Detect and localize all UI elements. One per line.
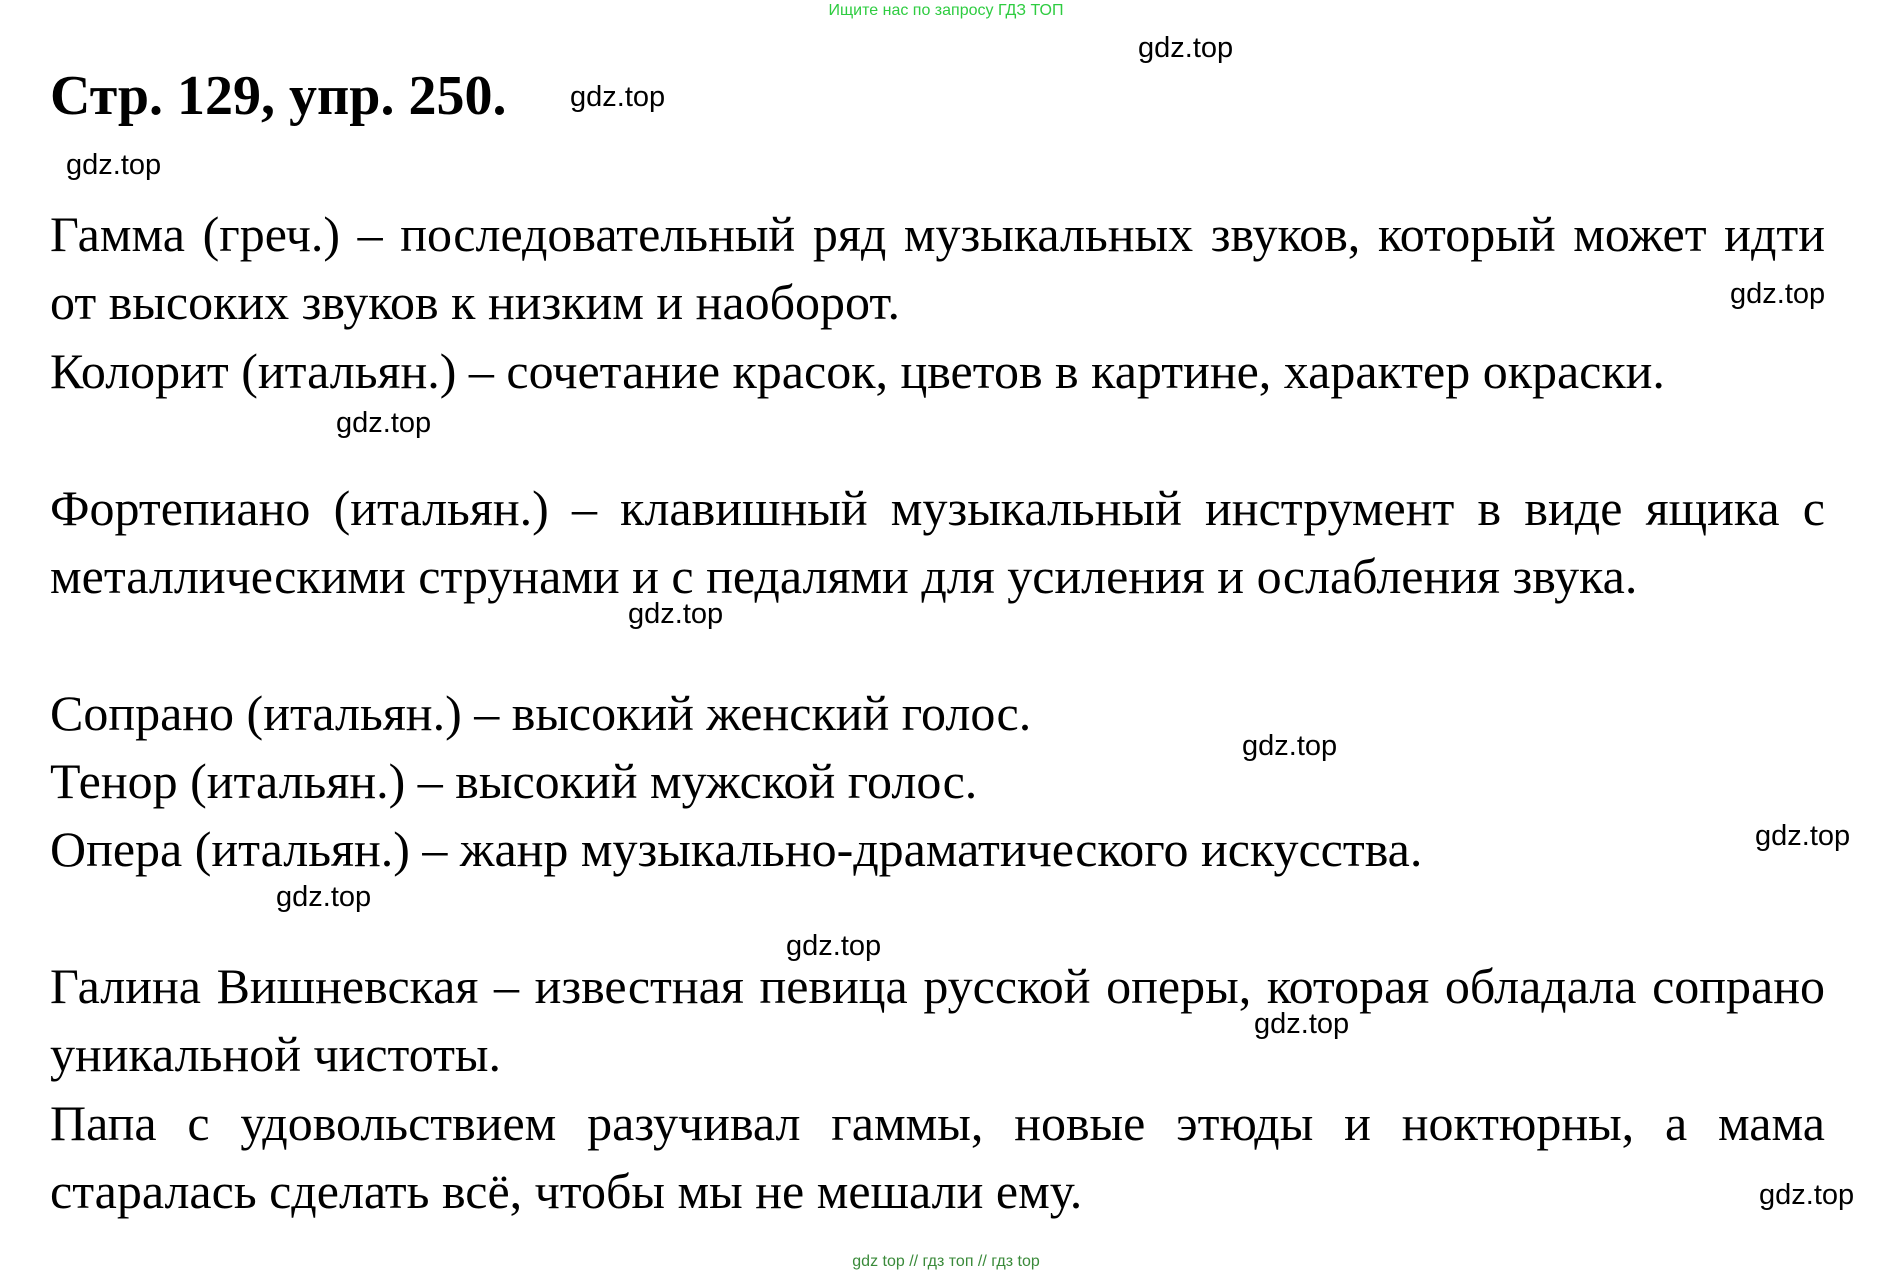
watermark: gdz.top	[1755, 820, 1851, 852]
footer-links[interactable]: gdz top // гдз топ // гдз top	[852, 1253, 1040, 1270]
definition-soprano: Сопрано (итальян.) – высокий женский голос.	[50, 685, 1032, 741]
top-banner[interactable]: Ищите нас по запросу ГДЗ ТОП	[828, 2, 1064, 19]
watermark: gdz.top	[570, 81, 666, 113]
watermark: gdz.top	[66, 149, 162, 181]
definition-opera: Опера (итальян.) – жанр музыкально-драматического искусства.	[50, 821, 1423, 877]
sentence-vishnevskaya: Галина Вишневская – известная певица русской оперы, которая обладала сопрано уникальной чистоты.	[50, 958, 1825, 1082]
watermark: gdz.top	[276, 881, 372, 913]
watermark: gdz.top	[628, 598, 724, 630]
exercise-heading: Стр. 129, упр. 250.	[50, 65, 507, 127]
watermark: gdz.top	[336, 407, 432, 439]
definition-gamma: Гамма (греч.) – последовательный ряд музыкальных звуков, который может идти от высоких звуков к низким и наоборот.	[50, 206, 1825, 330]
watermark: gdz.top	[786, 930, 882, 962]
watermark: gdz.top	[1138, 32, 1234, 64]
sentence-papa: Папа с удовольствием разучивал гаммы, новые этюды и ноктюрны, а мама старалась сделать всё, чтобы мы не мешали ему.	[50, 1095, 1825, 1219]
watermark: gdz.top	[1730, 278, 1826, 310]
definition-kolorit: Колорит (итальян.) – сочетание красок, цветов в картине, характер окраски.	[50, 343, 1665, 399]
watermark: gdz.top	[1254, 1008, 1350, 1040]
definition-tenor: Тенор (итальян.) – высокий мужской голос.	[50, 753, 978, 809]
watermark: gdz.top	[1759, 1179, 1855, 1211]
definition-fortepiano: Фортепиано (итальян.) – клавишный музыкальный инструмент в виде ящика с металлическими струнами и с педалями для усиления и ослабления звука.	[50, 480, 1825, 604]
watermark: gdz.top	[1242, 730, 1338, 762]
